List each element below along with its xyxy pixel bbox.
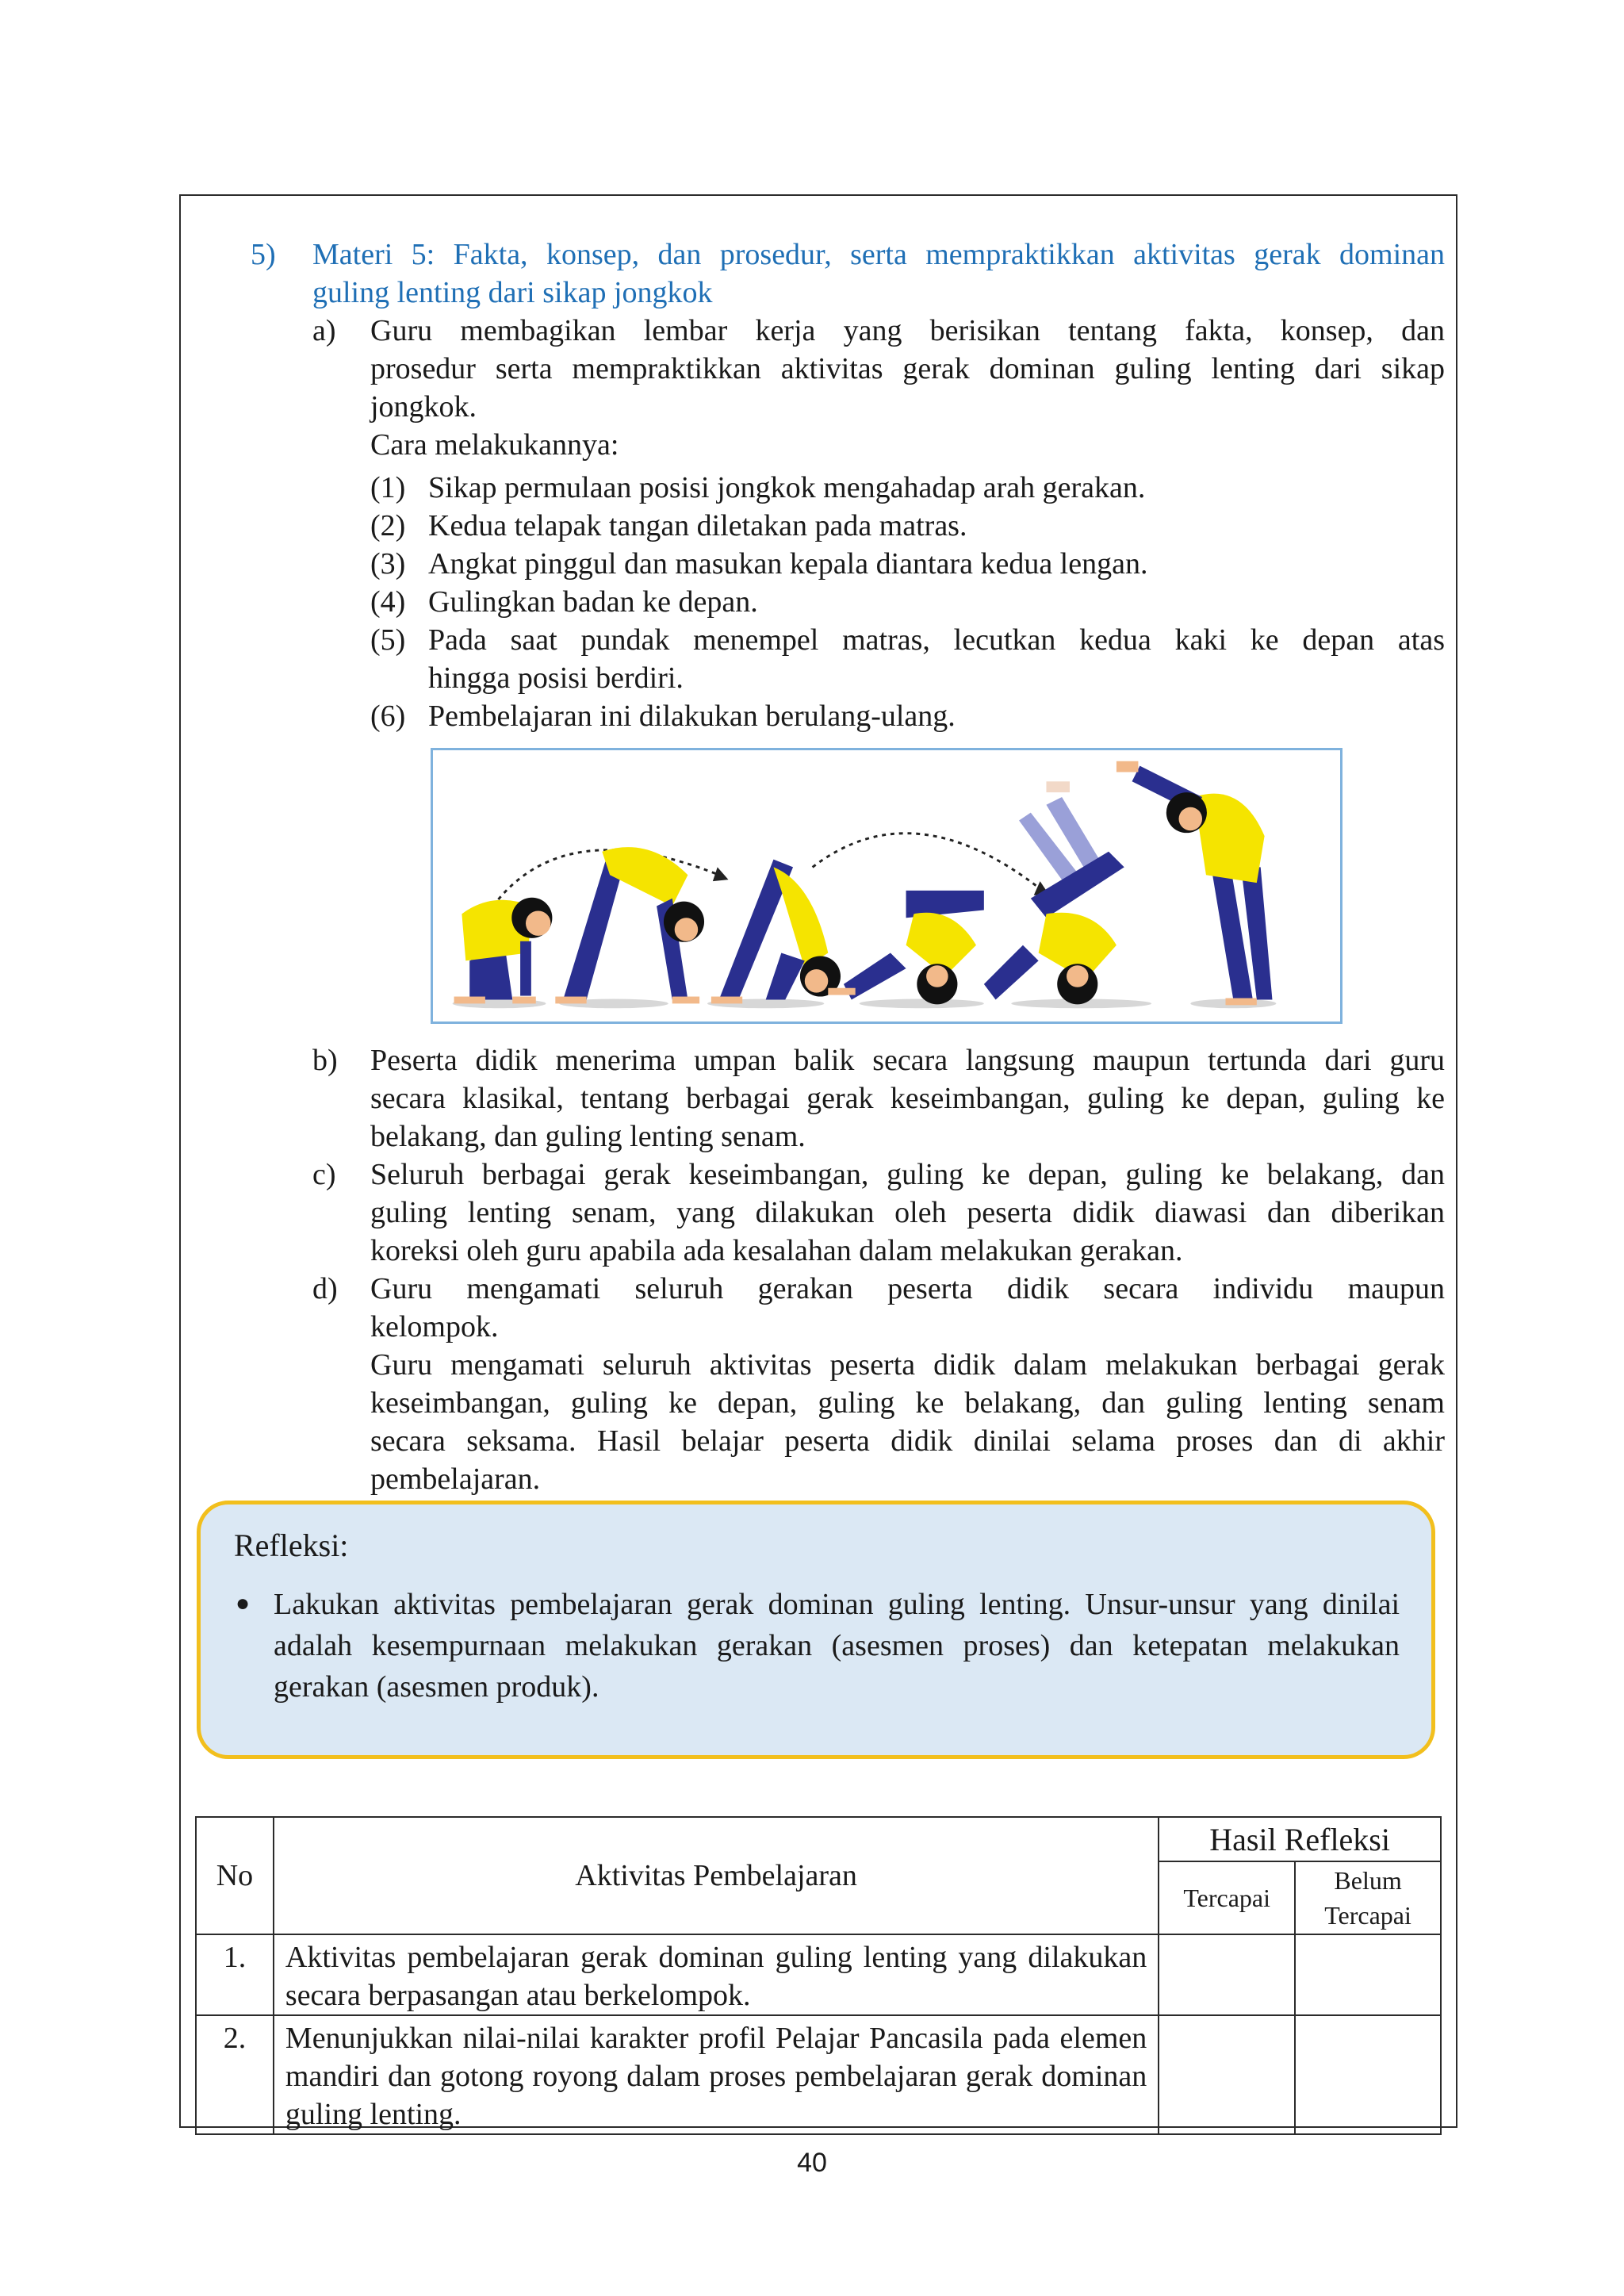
item-b-marker: b) bbox=[312, 1044, 338, 1077]
header-belum-line1: Belum bbox=[1334, 1866, 1402, 1895]
page-number: 40 bbox=[797, 2148, 827, 2178]
item-c-line: guling lenting senam, yang dilakukan oleh peserta didik diawasi dan diberikan bbox=[370, 1196, 1445, 1229]
step-text-continued: hingga posisi berdiri. bbox=[428, 661, 684, 695]
item-a-line1: Guru membagikan lembar kerja yang berisikan tentang fakta, konsep, dan bbox=[370, 314, 1445, 347]
step-text: Gulingkan badan ke depan. bbox=[428, 585, 758, 619]
header-no: No bbox=[196, 1817, 274, 1934]
item-d-marker: d) bbox=[312, 1272, 338, 1305]
item-c-marker: c) bbox=[312, 1158, 336, 1191]
item-a-marker: a) bbox=[312, 314, 336, 347]
header-hasil-refleksi: Hasil Refleksi bbox=[1159, 1817, 1441, 1861]
item-b-line: secara klasikal, tentang berbagai gerak keseimbangan, guling ke depan, guling ke bbox=[370, 1082, 1445, 1115]
item-d-line: pembelajaran. bbox=[370, 1462, 541, 1496]
step-text: Pada saat pundak menempel matras, lecutkan kedua kaki ke depan atas bbox=[428, 623, 1445, 657]
refleksi-table bbox=[195, 1816, 1442, 2135]
item-d-line: Guru mengamati seluruh aktivitas peserta didik dalam melakukan berbagai gerak bbox=[370, 1348, 1445, 1382]
howto-label: Cara melakukannya: bbox=[370, 428, 619, 462]
row-activity: Menunjukkan nilai-nilai karakter profil Pelajar Pancasila pada elemen mandiri dan gotong royong dalam proses pembelajaran gerak dominan guling lenting. bbox=[274, 2015, 1159, 2134]
guling-lenting-illustration bbox=[431, 748, 1342, 1024]
row-tercapai-cell[interactable] bbox=[1159, 2015, 1295, 2134]
step-number: (3) bbox=[370, 547, 406, 581]
item-d-line: Guru mengamati seluruh gerakan peserta didik secara individu maupun bbox=[370, 1272, 1445, 1305]
item-c-line: Seluruh berbagai gerak keseimbangan, guling ke depan, guling ke belakang, dan bbox=[370, 1158, 1445, 1191]
item-d-line: keseimbangan, guling ke depan, guling ke belakang, dan guling lenting senam bbox=[370, 1386, 1445, 1420]
row-tercapai-cell[interactable] bbox=[1159, 1934, 1295, 2015]
table-row bbox=[196, 1934, 1441, 2015]
table-row bbox=[196, 2015, 1441, 2134]
gymnast-sequence-drawing bbox=[433, 750, 1340, 1022]
item-a-line3: jongkok. bbox=[370, 390, 477, 424]
item-c-line: koreksi oleh guru apabila ada kesalahan dalam melakukan gerakan. bbox=[370, 1234, 1183, 1267]
item-d-line: secara seksama. Hasil belajar peserta didik dinilai selama proses dan di akhir bbox=[370, 1424, 1445, 1458]
step-number: (4) bbox=[370, 585, 406, 619]
step-text: Sikap permulaan posisi jongkok mengahadap arah gerakan. bbox=[428, 471, 1146, 504]
item-b-line: Peserta didik menerima umpan balik secara langsung maupun tertunda dari guru bbox=[370, 1044, 1445, 1077]
step-number: (5) bbox=[370, 623, 406, 657]
section-title-line2: guling lenting dari sikap jongkok bbox=[312, 276, 713, 309]
item-d-line: kelompok. bbox=[370, 1310, 499, 1343]
row-number: 2. bbox=[196, 2015, 274, 2134]
header-belum-tercapai bbox=[1295, 1861, 1441, 1934]
step-number: (6) bbox=[370, 700, 406, 733]
step-text: Kedua telapak tangan diletakan pada matras. bbox=[428, 509, 967, 542]
refleksi-bullet-text: Lakukan aktivitas pembelajaran gerak dominan guling lenting. Unsur-unsur yang dinilai adalah kesempurnaan melakukan gerakan (asesmen proses) dan ketepatan melakukan gerakan (asesmen produk). bbox=[274, 1588, 1400, 1704]
refleksi-box bbox=[197, 1501, 1435, 1759]
step-text: Angkat pinggul dan masukan kepala diantara kedua lengan. bbox=[428, 547, 1148, 581]
row-number: 1. bbox=[196, 1934, 274, 2015]
row-belum-tercapai-cell[interactable] bbox=[1295, 1934, 1441, 2015]
step-number: (2) bbox=[370, 509, 406, 542]
step-number: (1) bbox=[370, 471, 406, 504]
section-title-line1: Materi 5: Fakta, konsep, dan prosedur, serta mempraktikkan aktivitas gerak dominan bbox=[312, 238, 1445, 271]
item-b-line: belakang, dan guling lenting senam. bbox=[370, 1120, 806, 1153]
item-a-line2: prosedur serta mempraktikkan aktivitas gerak dominan guling lenting dari sikap bbox=[370, 352, 1445, 385]
section-number: 5) bbox=[251, 238, 276, 271]
row-activity: Aktivitas pembelajaran gerak dominan guling lenting yang dilakukan secara berpasangan atau berkelompok. bbox=[274, 1934, 1159, 2015]
header-activity: Aktivitas Pembelajaran bbox=[274, 1817, 1159, 1934]
refleksi-title: Refleksi: bbox=[234, 1527, 349, 1563]
bullet-icon: ● bbox=[236, 1590, 251, 1616]
header-tercapai: Tercapai bbox=[1159, 1861, 1295, 1934]
header-belum-line2: Tercapai bbox=[1324, 1901, 1411, 1930]
step-text: Pembelajaran ini dilakukan berulang-ulang. bbox=[428, 700, 956, 733]
row-belum-tercapai-cell[interactable] bbox=[1295, 2015, 1441, 2134]
